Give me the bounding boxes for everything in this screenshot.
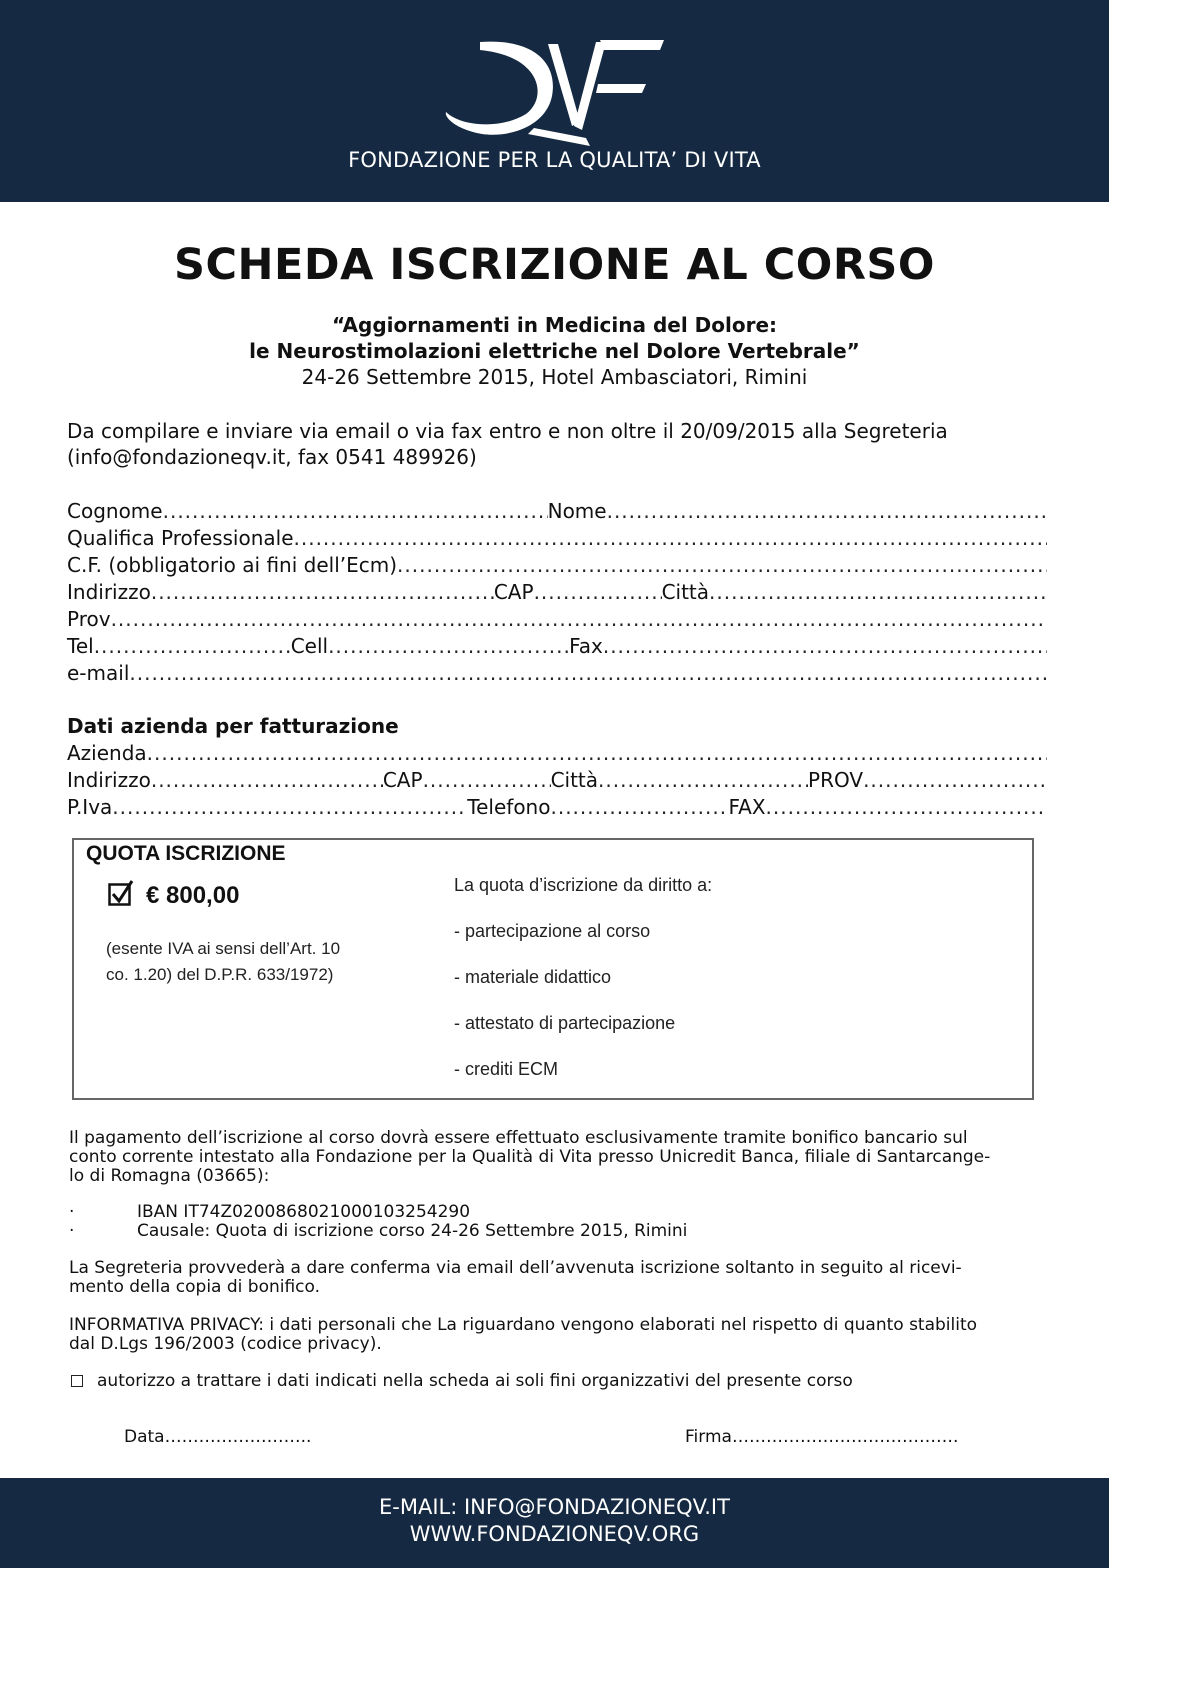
date-label: Data — [124, 1427, 165, 1447]
tel-label: Tel — [67, 634, 94, 658]
consent-checkbox[interactable] — [71, 1375, 83, 1387]
signature-dots: …………………………………. — [731, 1427, 959, 1447]
qualifica-label: Qualifica Professionale — [67, 526, 294, 550]
confirmation-line2: mento della copia di bonifico. — [69, 1277, 321, 1297]
qualifica-field[interactable] — [294, 525, 1048, 552]
row-prov — [67, 606, 1047, 633]
row-email — [67, 660, 1047, 687]
cf-label: C.F. (obbligatorio ai fini dell’Ecm) — [67, 553, 398, 577]
piva-label: P.Iva — [67, 795, 113, 819]
date-dots: …………………….. — [164, 1427, 312, 1447]
billing-form — [67, 712, 1047, 821]
payment-line2: conto corrente intestato alla Fondazione per la Qualità di Vita presso Unicredit Banca, filiale di Santarcange- — [69, 1147, 991, 1167]
benefit-item: - crediti ECM — [454, 1059, 559, 1079]
azienda-label: Azienda — [67, 741, 147, 765]
billing-prov-field[interactable] — [863, 767, 1047, 794]
signature-label: Firma — [685, 1427, 732, 1447]
billing-fax-field[interactable] — [766, 794, 1047, 821]
billing-title: Dati azienda per fatturazione — [67, 714, 399, 738]
benefit-item: - materiale didattico — [454, 967, 612, 987]
cognome-field[interactable] — [163, 498, 548, 525]
row-cf — [67, 552, 1047, 579]
indirizzo-label: Indirizzo — [67, 580, 151, 604]
payment-line3: lo di Romagna (03665): — [69, 1166, 270, 1186]
benefit-item: - partecipazione al corso — [454, 921, 651, 941]
benefit-item: - attestato di partecipazione — [454, 1013, 676, 1033]
header-banner — [0, 0, 1109, 202]
billing-indirizzo-label: Indirizzo — [67, 768, 151, 792]
date-field[interactable] — [124, 1427, 311, 1447]
vat-note-line1: (esente IVA ai sensi dell’Art. 10 — [106, 939, 341, 958]
email-field[interactable] — [129, 660, 1047, 687]
cognome-label: Cognome — [67, 499, 163, 523]
iban-row — [69, 1203, 687, 1222]
bullet-marker: · — [69, 1221, 75, 1241]
footer-banner — [0, 1478, 1109, 1568]
citta-label: Città — [661, 580, 710, 604]
billing-cap-field[interactable] — [423, 767, 551, 794]
quota-box — [72, 838, 1034, 1100]
footer-website[interactable]: WWW.FONDAZIONEQV.ORG — [409, 1522, 700, 1546]
row-billing-indirizzo — [67, 767, 1047, 794]
privacy-line2: dal D.Lgs 196/2003 (codice privacy). — [69, 1334, 382, 1354]
billing-citta-label: Città — [550, 768, 599, 792]
foundation-name: FONDAZIONE PER LA QUALITA’ DI VITA — [348, 148, 761, 172]
privacy-line1: INFORMATIVA PRIVACY: i dati personali che La riguardano vengono elaborati nel rispetto di quanto stabilito — [69, 1315, 978, 1335]
causale: Causale: Quota di iscrizione corso 24-26 Settembre 2015, Rimini — [137, 1221, 688, 1241]
nome-label: Nome — [547, 499, 607, 523]
row-tel — [67, 633, 1047, 660]
consent-label: autorizzo a trattare i dati indicati nella scheda ai soli fini organizzativi del presente corso — [97, 1371, 853, 1391]
row-azienda — [67, 740, 1047, 767]
quota-benefits — [454, 872, 712, 1102]
foundation-logo — [440, 34, 670, 146]
citta-field[interactable] — [709, 579, 1047, 606]
participant-form — [67, 498, 1047, 687]
payment-text — [69, 1129, 1049, 1186]
fax-field[interactable] — [603, 633, 1047, 660]
fax-label: Fax — [569, 634, 603, 658]
iban: IBAN IT74Z0200868021000103254290 — [137, 1202, 471, 1222]
instructions-line2: (info@fondazioneqv.it, fax 0541 489926) — [67, 445, 477, 469]
cap-label: CAP — [493, 580, 534, 604]
nome-field[interactable] — [607, 498, 1047, 525]
footer-email[interactable]: E-MAIL: INFO@FONDAZIONEQV.IT — [379, 1495, 730, 1519]
privacy-text — [69, 1316, 1049, 1354]
row-indirizzo — [67, 579, 1047, 606]
quota-title: QUOTA ISCRIZIONE — [86, 842, 286, 865]
tel-field[interactable] — [94, 633, 291, 660]
cf-field[interactable] — [397, 552, 1047, 579]
billing-fax-label: FAX — [728, 795, 766, 819]
cell-field[interactable] — [328, 633, 569, 660]
course-name-line2: le Neurostimolazioni elettriche nel Dolore Vertebrale” — [249, 339, 860, 363]
confirmation-text — [69, 1259, 1049, 1297]
row-qualifica — [67, 525, 1047, 552]
course-date-place: 24-26 Settembre 2015, Hotel Ambasciatori, Rimini — [301, 365, 808, 389]
payment-details — [69, 1203, 687, 1241]
checked-checkbox-icon — [108, 880, 134, 906]
vat-note — [106, 936, 426, 988]
cap-field[interactable] — [534, 579, 662, 606]
azienda-field[interactable] — [147, 740, 1047, 767]
privacy-consent[interactable] — [69, 1371, 853, 1391]
signature-field[interactable] — [685, 1427, 958, 1447]
row-cognome-nome — [67, 498, 1047, 525]
instructions — [67, 418, 1057, 470]
course-name-line1: “Aggiornamenti in Medicina del Dolore: — [331, 313, 778, 337]
telefono-field[interactable] — [550, 794, 728, 821]
billing-cap-label: CAP — [382, 768, 423, 792]
instructions-line1: Da compilare e inviare via email o via fax entro e non oltre il 20/09/2015 alla Segreteria — [67, 419, 948, 443]
piva-field[interactable] — [112, 794, 467, 821]
billing-citta-field[interactable] — [598, 767, 808, 794]
prov-label: Prov — [67, 607, 111, 631]
cell-label: Cell — [290, 634, 329, 658]
indirizzo-field[interactable] — [151, 579, 494, 606]
email-label: e-mail — [67, 661, 130, 685]
page-title: SCHEDA ISCRIZIONE AL CORSO — [174, 240, 935, 290]
billing-prov-label: PROV — [808, 768, 864, 792]
entitles-label: La quota d’iscrizione da diritto a: — [454, 875, 713, 895]
causale-row — [69, 1222, 687, 1241]
vat-note-line2: co. 1.20) del D.P.R. 633/1972) — [106, 965, 334, 984]
bullet-marker: · — [69, 1202, 75, 1222]
billing-indirizzo-field[interactable] — [151, 767, 383, 794]
price: € 800,00 — [146, 882, 240, 909]
prov-field[interactable] — [111, 606, 1047, 633]
telefono-label: Telefono — [467, 795, 551, 819]
course-info — [0, 312, 1109, 390]
payment-line1: Il pagamento dell’iscrizione al corso dovrà essere effettuato esclusivamente tramite bonifico bancario sul — [69, 1128, 968, 1148]
row-piva — [67, 794, 1047, 821]
confirmation-line1: La Segreteria provvederà a dare conferma via email dell’avvenuta iscrizione soltanto in seguito al ricevi- — [69, 1258, 962, 1278]
